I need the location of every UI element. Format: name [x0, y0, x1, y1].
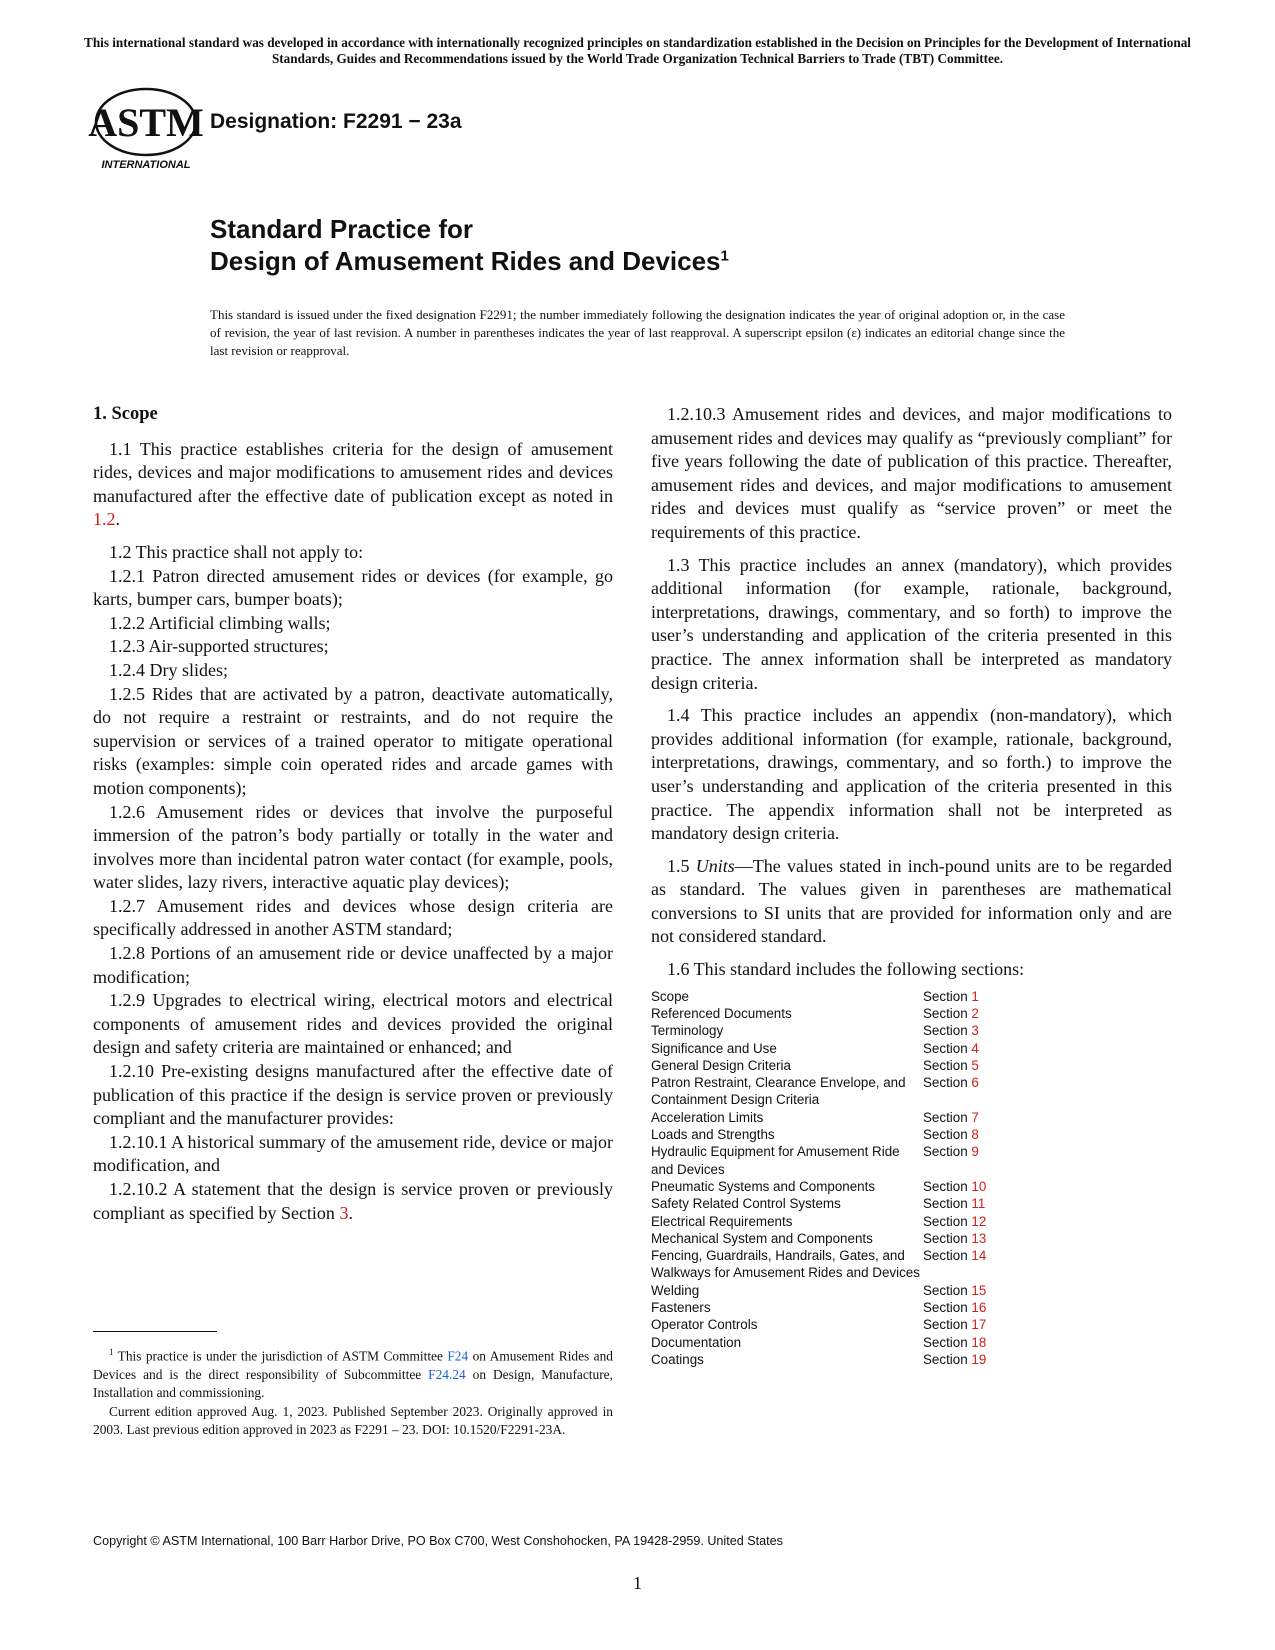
toc-section-link[interactable]: 8 — [971, 1127, 979, 1143]
toc-section-name: Welding — [651, 1282, 700, 1298]
toc-section-link[interactable]: 13 — [971, 1230, 987, 1246]
designation: Designation: F2291 − 23a — [210, 110, 462, 133]
logo-subtext: INTERNATIONAL — [101, 159, 191, 171]
toc-row — [651, 1195, 1172, 1212]
toc-section-link[interactable]: 12 — [971, 1213, 987, 1229]
ref-link-1-2[interactable]: 1.2 — [93, 509, 116, 530]
para-1-2-4: 1.2.4 Dry slides; — [109, 659, 228, 680]
toc-section-name: Significance and Use — [651, 1040, 777, 1056]
page-title — [210, 213, 729, 277]
title-footnote-mark: 1 — [720, 247, 729, 265]
toc-section-ref: Section 17 — [923, 1317, 987, 1333]
wto-notice: This international standard was developed in accordance with internationally recognized principles on standardization established in the Decision on Principles for the Development of International Standards, Guides and Recommendations issued by the World Trade Organization Technical Barriers to Trade (TBT) Committee. — [84, 35, 1191, 66]
para-1-2-10-2: 1.2.10.2 A statement that the design is service proven or previously compliant as specified by Section 3. — [93, 1179, 613, 1223]
toc-row — [651, 988, 1172, 1005]
toc-row — [651, 1005, 1172, 1022]
toc-section-link[interactable]: 1 — [971, 988, 979, 1004]
logo-mark-text: ASTM — [88, 100, 204, 145]
toc-section-link[interactable]: 9 — [971, 1144, 979, 1160]
toc-section-ref: Section 15 — [923, 1282, 987, 1298]
toc-row — [651, 1143, 1172, 1178]
toc-row — [651, 1316, 1172, 1333]
toc-row — [651, 1126, 1172, 1143]
toc-section-name: Fasteners — [651, 1300, 711, 1315]
toc-section-ref: Section 8 — [923, 1127, 979, 1143]
para-1-4: 1.4 This practice includes an appendix (non-mandatory), which provides additional information (for example, rationale, background, interpretations, drawings, commentary, and so forth.) to improve the user’s understanding and application of the criteria presented in this practice. The appendix information shall not be interpreted as mandatory design criteria. — [651, 705, 1172, 844]
footnote-divider — [93, 1331, 217, 1332]
subcommittee-link[interactable]: F24.24 — [428, 1366, 466, 1382]
toc-section-ref: Section 12 — [923, 1213, 987, 1229]
toc-row — [651, 1022, 1172, 1039]
para-1-2-1: 1.2.1 Patron directed amusement rides or devices (for example, go karts, bumper cars, bumper boats); — [93, 565, 613, 610]
toc-section-link[interactable]: 14 — [971, 1248, 987, 1264]
toc-section-ref: Section 3 — [923, 1023, 979, 1039]
toc-section-ref: Section 5 — [923, 1057, 979, 1073]
toc-section-name: Coatings — [651, 1351, 704, 1367]
toc-row — [651, 1057, 1172, 1074]
toc-row — [651, 1247, 1172, 1282]
toc-section-name: Mechanical System and Components — [651, 1230, 873, 1246]
toc-section-link[interactable]: 15 — [971, 1282, 987, 1298]
toc-row — [651, 1074, 1172, 1109]
title-line-1: Standard Practice for — [210, 214, 473, 244]
toc-section-link[interactable]: 6 — [971, 1075, 979, 1091]
edition-note: Current edition approved Aug. 1, 2023. Published September 2023. Originally approved in 2003. Last previous edition approved in 2023 as F2291 – 23. DOI: 10.1520/F2291-23A. — [93, 1403, 613, 1438]
toc-section-ref: Section 7 — [923, 1109, 979, 1125]
para-1-2-3: 1.2.3 Air-supported structures; — [109, 636, 329, 657]
toc-row — [651, 1282, 1172, 1299]
toc-section-link[interactable]: 16 — [971, 1300, 987, 1315]
toc-section-name: Safety Related Control Systems — [651, 1196, 841, 1212]
toc-row — [651, 1334, 1172, 1351]
page-number: 1 — [633, 1573, 642, 1593]
toc-section-link[interactable]: 18 — [971, 1334, 987, 1350]
sections-table — [651, 988, 1172, 1369]
toc-row — [651, 1213, 1172, 1230]
toc-section-name: Hydraulic Equipment for Amusement Ride and Devices — [651, 1144, 900, 1177]
toc-section-ref: Section 18 — [923, 1334, 987, 1350]
para-1-6: 1.6 This standard includes the following sections: — [667, 959, 1025, 980]
toc-section-ref: Section 9 — [923, 1144, 979, 1160]
toc-section-name: Operator Controls — [651, 1317, 758, 1333]
toc-section-ref: Section 14 — [923, 1248, 987, 1264]
para-1-2-6: 1.2.6 Amusement rides or devices that involve the purposeful immersion of the patron’s body partially or totally in the water and involves more than incidental patron water contact (for example, pools, water slides, lazy rivers, interactive aquatic play devices); — [93, 801, 613, 893]
title-line-2: Design of Amusement Rides and Devices — [210, 246, 721, 276]
section-heading-scope: 1. Scope — [93, 404, 158, 424]
toc-section-ref: Section 11 — [923, 1196, 986, 1212]
toc-section-ref: Section 19 — [923, 1351, 987, 1367]
toc-section-ref: Section 6 — [923, 1075, 979, 1091]
toc-section-link[interactable]: 7 — [971, 1109, 979, 1125]
toc-row — [651, 1230, 1172, 1247]
para-1-2-10-3: 1.2.10.3 Amusement rides and devices, and major modifications to amusement rides and devices may qualify as “previously compliant” for five years following the date of publication of this practice. Thereafter, amusement rides and devices, and major modifications to amusement rides and devices must qualify as “service proven” or meet the requirements of this practice. — [651, 404, 1172, 542]
astm-logo — [88, 88, 204, 172]
para-1-2-10: 1.2.10 Pre-existing designs manufactured after the effective date of publication of this practice if the design is service proven or previously compliant and the manufacturer provides: — [93, 1061, 613, 1129]
para-1-2-9: 1.2.9 Upgrades to electrical wiring, electrical motors and electrical components of amusement rides and devices provided the original design and safety criteria are maintained or enhanced; and — [93, 990, 613, 1058]
para-1-3: 1.3 This practice includes an annex (mandatory), which provides additional information (for example, rationale, background, interpretations, drawings, commentary, and so forth) to improve the user’s understanding and application of the criteria presented in this practice. The annex information shall be interpreted as mandatory design criteria. — [651, 554, 1172, 693]
toc-section-name: Electrical Requirements — [651, 1213, 793, 1229]
toc-section-ref: Section 13 — [923, 1230, 987, 1246]
footnote-1: $^1$ This practice is under the jurisdiction of ASTM Committee F24 on Amusement Rides and Devices and is the direct responsibility of Subcommittee F24.24 on Design, Manufacture, Installation and commissioning. — [93, 1347, 614, 1401]
toc-section-ref: Section 4 — [923, 1040, 979, 1056]
toc-section-link[interactable]: 3 — [971, 1023, 979, 1039]
toc-section-link[interactable]: 5 — [971, 1057, 979, 1073]
toc-section-link[interactable]: 19 — [971, 1351, 987, 1367]
toc-section-ref: Section 1 — [923, 988, 979, 1004]
toc-section-ref: Section 16 — [923, 1300, 987, 1315]
para-1-5: 1.5 Units—The values stated in inch-pound units are to be regarded as standard. The values given in parentheses are mathematical conversions to SI units that are provided for information only and are not considered standard. — [651, 855, 1172, 947]
para-1-2-5: 1.2.5 Rides that are activated by a patron, deactivate automatically, do not require a restraint or restraints, and do not require the supervision or services of a trained operator to mitigate operational risks (examples: simple coin operated rides and arcade games with motion components); — [93, 683, 613, 798]
committee-link[interactable]: F24 — [447, 1348, 469, 1364]
toc-row — [651, 1178, 1172, 1195]
toc-section-link[interactable]: 10 — [971, 1178, 987, 1194]
toc-section-name: Patron Restraint, Clearance Envelope, and Containment Design Criteria — [651, 1075, 906, 1108]
para-1-2: 1.2 This practice shall not apply to: — [109, 541, 364, 562]
right-column — [651, 403, 1172, 1368]
toc-section-link[interactable]: 4 — [971, 1040, 979, 1056]
toc-section-name: Loads and Strengths — [651, 1127, 775, 1143]
toc-section-link[interactable]: 11 — [971, 1196, 986, 1212]
toc-section-ref: Section 10 — [923, 1178, 987, 1194]
toc-section-link[interactable]: 2 — [971, 1005, 979, 1021]
toc-row — [651, 1351, 1172, 1368]
para-1-1: 1.1 This practice establishes criteria for the design of amusement rides, devices and major modifications to amusement rides and devices manufactured after the effective date of publication except as noted in 1.2. — [93, 438, 613, 530]
toc-section-name: Pneumatic Systems and Components — [651, 1178, 876, 1194]
toc-section-name: Fencing, Guardrails, Handrails, Gates, and Walkways for Amusement Rides and Devices — [651, 1248, 920, 1281]
footnotes — [93, 1343, 613, 1440]
toc-row — [651, 1040, 1172, 1057]
toc-row — [651, 1109, 1172, 1126]
toc-section-name: Referenced Documents — [651, 1005, 792, 1021]
toc-section-name: Scope — [651, 988, 689, 1004]
para-1-2-8: 1.2.8 Portions of an amusement ride or device unaffected by a major modification; — [93, 943, 613, 987]
para-1-2-7: 1.2.7 Amusement rides and devices whose design criteria are specifically addressed in another ASTM standard; — [93, 895, 613, 940]
left-column — [93, 403, 613, 1225]
para-1-2-2: 1.2.2 Artificial climbing walls; — [109, 612, 331, 633]
toc-section-name: Acceleration Limits — [651, 1109, 764, 1125]
copyright: Copyright © ASTM International, 100 Barr Harbor Drive, PO Box C700, West Conshohocken, PA 19428-2959. United States — [93, 1534, 783, 1548]
toc-section-name: Terminology — [651, 1023, 724, 1039]
issued-note: This standard is issued under the fixed designation F2291; the number immediately following the designation indicates the year of original adoption or, in the case of revision, the year of last revision. A number in parentheses indicates the year of last reapproval. A superscript epsilon (ε) indicates an editorial change since the last revision or reapproval. — [210, 307, 1065, 358]
toc-section-name: General Design Criteria — [651, 1057, 791, 1073]
toc-section-name: Documentation — [651, 1334, 742, 1350]
toc-section-ref: Section 2 — [923, 1005, 979, 1021]
para-1-2-10-1: 1.2.10.1 A historical summary of the amusement ride, device or major modification, and — [93, 1131, 613, 1176]
ref-link-section-3[interactable]: 3 — [339, 1202, 349, 1223]
toc-row — [651, 1299, 1172, 1316]
toc-section-link[interactable]: 17 — [971, 1317, 987, 1333]
